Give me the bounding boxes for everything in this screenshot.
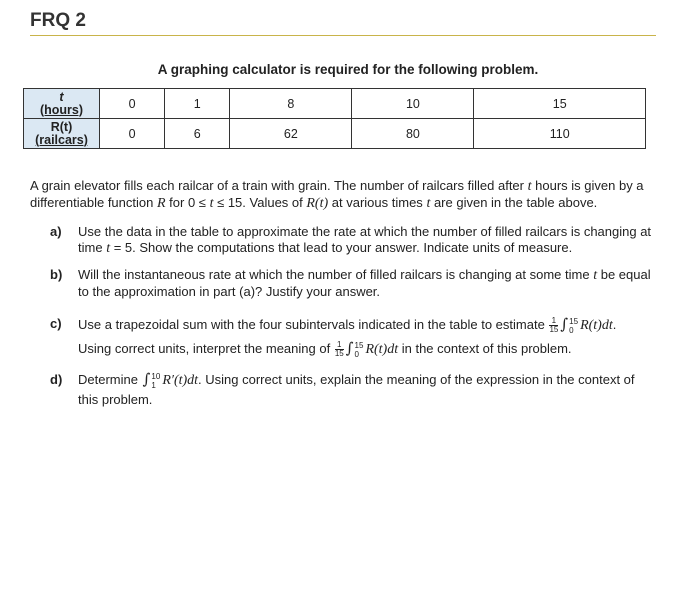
part-label: d) <box>50 372 63 387</box>
table-cell: 80 <box>352 119 474 149</box>
table-row <box>24 119 646 149</box>
part-text: Will the instantaneous rate at which the number of filled railcars is changing at some time t be equal to the approximation in part (a)? Justify your answer. <box>78 267 651 299</box>
table-cell: 0 <box>100 89 165 119</box>
table-cell: 10 <box>352 89 474 119</box>
row-header-symbol: t <box>59 89 64 104</box>
row-header-unit: (railcars) <box>35 132 88 147</box>
part-label: a) <box>50 224 62 239</box>
integral-limits: 10 1 <box>151 371 161 390</box>
row-header-r <box>24 119 100 149</box>
page-title: FRQ 2 <box>30 10 86 31</box>
part-label: c) <box>50 316 62 331</box>
data-table <box>23 88 646 149</box>
part-label: b) <box>50 267 63 282</box>
table-cell: 0 <box>100 119 165 149</box>
row-header-symbol: R(t) <box>50 119 73 134</box>
integral-limits: 15 0 <box>354 340 364 359</box>
part-a <box>50 224 656 257</box>
part-text: Use the data in the table to approximate the rate at which the number of filled railcars is changing at time t = 5. Show the computations that lead to your answer. Indicate units of measure. <box>78 224 652 256</box>
fraction: $\frac{1}{15}$ <box>549 316 559 335</box>
row-header-unit: (hours) <box>39 102 84 117</box>
table-row <box>24 89 646 119</box>
table-cell: 62 <box>230 119 352 149</box>
table-cell: 1 <box>165 89 230 119</box>
integral-sign: ∫ <box>345 339 354 357</box>
problem-intro: A grain elevator fills each railcar of a train with grain. The number of railcars filled after t hours is given by a differentiable function R for 0 ≤ t ≤ 15. Values of R(t) at various times t are given in the table above. <box>30 178 644 211</box>
integral-sign: ∫ <box>142 370 151 388</box>
part-text: Use a trapezoidal sum with the four subintervals indicated in the table to estimate $\frac{1}{15}$ ∫ 15 0 R(t)dt. Using correct units, interpret the meaning of $\frac{1}{15}$ ∫ 15 0 R(t)dt in the context of this problem. <box>78 315 617 359</box>
table-cell: 6 <box>165 119 230 149</box>
row-header-t <box>24 89 100 119</box>
title-divider <box>30 35 656 36</box>
calculator-note: A graphing calculator is required for the following problem. <box>157 62 539 77</box>
table-cell: 110 <box>474 119 646 149</box>
integral-limits: 15 0 <box>569 316 579 335</box>
table-cell: 8 <box>230 89 352 119</box>
fraction: $\frac{1}{15}$ <box>334 340 344 359</box>
part-b <box>50 267 656 300</box>
part-c <box>50 313 656 361</box>
table-cell: 15 <box>474 89 646 119</box>
part-text: Determine ∫ 10 1 R′(t)dt. Using correct units, explain the meaning of the expression in the context of this problem. <box>78 370 635 407</box>
integral-sign: ∫ <box>560 315 569 333</box>
part-d <box>50 370 656 409</box>
